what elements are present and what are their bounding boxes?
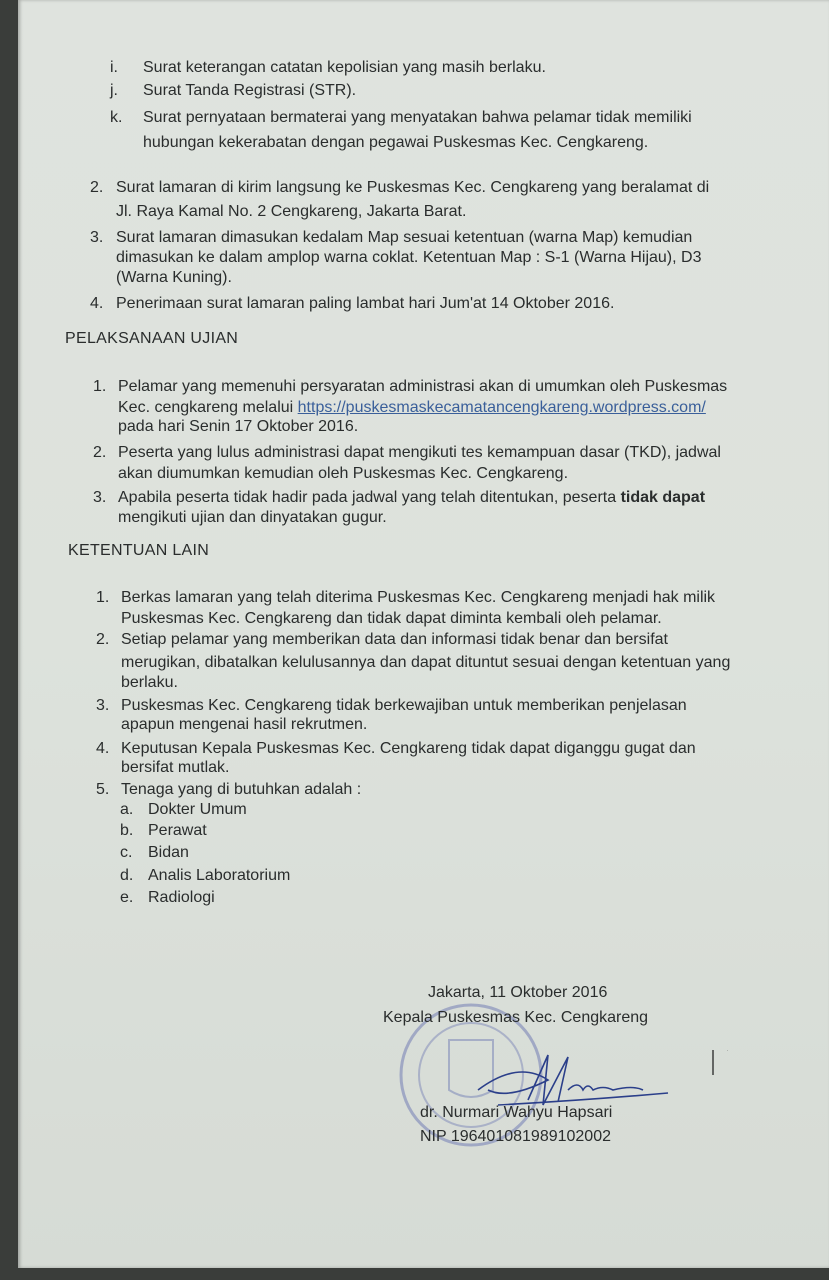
staff-item-marker: b. <box>120 822 134 839</box>
submission-item-3-marker: 3. <box>90 229 104 246</box>
signature-position: Kepala Puskesmas Kec. Cengkareng <box>383 1009 649 1026</box>
provision-item-2-line: berlaku. <box>121 674 178 691</box>
exam-item-3-line: Apabila peserta tidak hadir pada jadwal yang telah ditentukan, peserta tidak dapat <box>118 489 706 506</box>
website-link[interactable]: https://puskesmaskecamatancengkareng.wordpress.com/ <box>297 399 706 416</box>
provision-item-4-line: Keputusan Kepala Puskesmas Kec. Cengkareng tidak dapat diganggu gugat dan <box>121 740 696 757</box>
staff-item-label: Analis Laboratorium <box>148 867 291 884</box>
requirement-i-marker: i. <box>110 59 118 76</box>
exam-item-1-line: Pelamar yang memenuhi persyaratan administrasi akan di umumkan oleh Puskesmas <box>118 378 728 395</box>
provision-item-5-line: Tenaga yang di butuhkan adalah : <box>121 781 362 798</box>
emphasis-text: tidak dapat <box>620 489 706 506</box>
section-heading-ketentuan: KETENTUAN LAIN <box>68 542 210 559</box>
staff-item-marker: c. <box>120 844 133 861</box>
provision-item-1-line: Puskesmas Kec. Cengkareng dan tidak dapat diminta kembali oleh pelamar. <box>121 610 662 627</box>
requirement-k-marker: k. <box>110 109 123 126</box>
provision-item-5-marker: 5. <box>96 781 110 798</box>
provision-item-4-line: bersifat mutlak. <box>121 759 230 776</box>
staff-item-label: Radiologi <box>148 889 215 906</box>
provision-item-2-line: merugikan, dibatalkan kelulusannya dan dapat dituntut sesuai dengan ketentuan yang <box>121 654 731 671</box>
signature-place-date: Jakarta, 11 Oktober 2016 <box>428 984 608 1001</box>
provision-item-1-line: Berkas lamaran yang telah diterima Puskesmas Kec. Cengkareng menjadi hak milik <box>121 589 716 606</box>
provision-item-2-marker: 2. <box>96 631 110 648</box>
provision-item-4-marker: 4. <box>96 740 110 757</box>
requirement-k-line: Surat pernyataan bermaterai yang menyatakan bahwa pelamar tidak memiliki <box>143 109 692 126</box>
provision-item-1-marker: 1. <box>96 589 110 606</box>
exam-item-1-line: Kec. cengkareng melalui https://puskesmaskecamatancengkareng.wordpress.com/ <box>118 399 706 416</box>
staff-item-marker: e. <box>120 889 134 906</box>
exam-item-2-line: akan diumumkan kemudian oleh Puskesmas Kec. Cengkareng. <box>118 465 569 482</box>
document-page <box>18 0 829 1268</box>
submission-item-3-line: dimasukan ke dalam amplop warna coklat. Ketentuan Map : S-1 (Warna Hijau), D3 <box>116 249 702 266</box>
provision-item-3-line: Puskesmas Kec. Cengkareng tidak berkewajiban untuk memberikan penjelasan <box>121 697 687 714</box>
exam-item-1-line: pada hari Senin 17 Oktober 2016. <box>118 418 359 435</box>
provision-item-2-line: Setiap pelamar yang memberikan data dan informasi tidak benar dan bersifat <box>121 631 668 648</box>
signatory-name: dr. Nurmari Wahyu Hapsari <box>420 1104 613 1121</box>
signatory-nip: NIP 196401081989102002 <box>420 1128 611 1145</box>
staff-item-marker: d. <box>120 867 134 884</box>
provision-item-3-line: apapun mengenai hasil rekrutmen. <box>121 716 368 733</box>
exam-item-2-marker: 2. <box>93 444 107 461</box>
submission-item-2-line: Surat lamaran di kirim langsung ke Puskesmas Kec. Cengkareng yang beralamat di <box>116 179 710 196</box>
exam-item-2-line: Peserta yang lulus administrasi dapat mengikuti tes kemampuan dasar (TKD), jadwal <box>118 444 721 461</box>
staff-item-marker: a. <box>120 801 134 818</box>
section-heading-pelaksanaan: PELAKSANAAN UJIAN <box>65 330 239 347</box>
submission-item-3-line: Surat lamaran dimasukan kedalam Map sesuai ketentuan (warna Map) kemudian <box>116 229 693 246</box>
staff-item-label: Bidan <box>148 844 189 861</box>
staff-item-label: Perawat <box>148 822 207 839</box>
exam-item-1-marker: 1. <box>93 378 107 395</box>
provision-item-3-marker: 3. <box>96 697 110 714</box>
submission-item-2-marker: 2. <box>90 179 104 196</box>
exam-item-3-line: mengikuti ujian dan dinyatakan gugur. <box>118 509 387 526</box>
requirement-j-line: Surat Tanda Registrasi (STR). <box>143 82 357 99</box>
requirement-k-line: hubungan kekerabatan dengan pegawai Puskesmas Kec. Cengkareng. <box>143 134 649 151</box>
submission-item-4-marker: 4. <box>90 295 104 312</box>
submission-item-2-line: Jl. Raya Kamal No. 2 Cengkareng, Jakarta Barat. <box>116 203 467 220</box>
requirement-j-marker: j. <box>110 82 118 99</box>
staff-item-label: Dokter Umum <box>148 801 247 818</box>
requirement-i-line: Surat keterangan catatan kepolisian yang masih berlaku. <box>143 59 546 76</box>
submission-item-3-line: (Warna Kuning). <box>116 269 232 286</box>
submission-item-4-line: Penerimaan surat lamaran paling lambat hari Jum'at 14 Oktober 2016. <box>116 295 615 312</box>
exam-item-3-marker: 3. <box>93 489 107 506</box>
